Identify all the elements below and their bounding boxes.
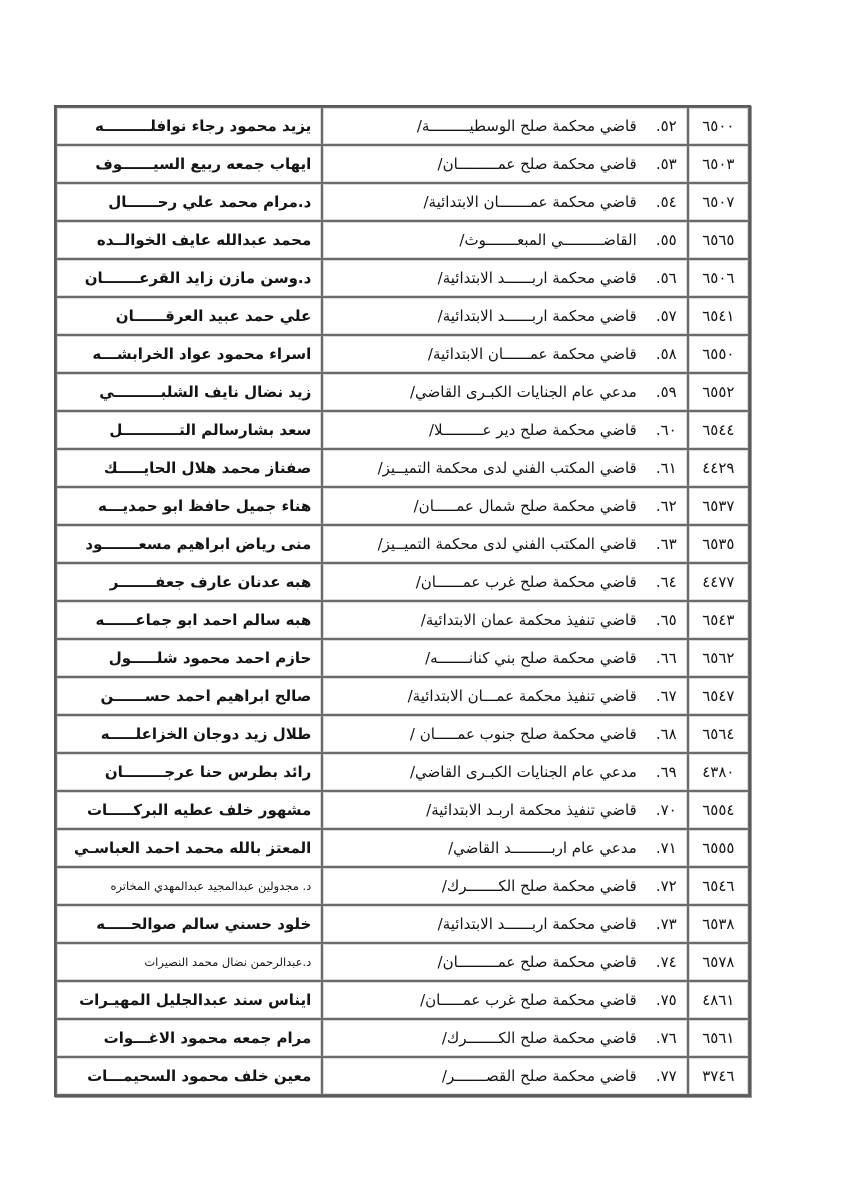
table-body: [56, 107, 749, 1095]
judge-name-cell: رائد بطرس حنا عرجــــــــان: [56, 753, 322, 791]
employee-number-cell: ٦٥٠٣: [688, 145, 749, 183]
position-title: قاضي محكمة صلح غرب عمــــــان/: [415, 573, 637, 591]
judge-name-cell: د. مجدولين عبدالمجيد عبدالمهدي المخاتره: [56, 867, 322, 905]
position-title: قاضي محكمة صلح عمـــــــــان/: [437, 953, 637, 971]
judge-name-cell: هبه عدنان عارف جعفـــــــر: [56, 563, 322, 601]
position-cell: [322, 753, 687, 791]
position-cell: [322, 677, 687, 715]
position-cell: [322, 1057, 687, 1095]
position-title: قاضي محكمة صلح جنوب عمـــــان /: [409, 725, 637, 743]
row-index: ٦١.: [655, 459, 677, 477]
row-index: ٥٨.: [655, 345, 677, 363]
judge-name-cell: مشهور خلف عطيه البركـــــات: [56, 791, 322, 829]
position-cell: [322, 449, 687, 487]
employee-number-cell: ٦٥٧٨: [688, 943, 749, 981]
position-title: قاضي محكمة صلح الوسطيـــــــــة/: [416, 117, 637, 135]
table-row: [56, 525, 749, 563]
row-index: ٦٤.: [655, 573, 677, 591]
position-cell: [322, 867, 687, 905]
row-index: ٧٦.: [655, 1029, 677, 1047]
row-index: ٧٧.: [655, 1067, 677, 1085]
position-title: القاضـــــــــي المبعـــــــوث/: [459, 231, 637, 249]
position-title: مدعي عام الجنايات الكبـرى القاضي/: [409, 383, 637, 401]
table-row: [56, 411, 749, 449]
judge-name-cell: زيد نضال نايف الشلبـــــــــي: [56, 373, 322, 411]
position-title: مدعي عام اربـــــــــد القاضي/: [448, 839, 637, 857]
judge-name-cell: يزيد محمود رجاء نوافلـــــــــه: [56, 107, 322, 145]
row-index: ٦٧.: [655, 687, 677, 705]
table-row: [56, 107, 749, 145]
employee-number-cell: ٦٥٠٧: [688, 183, 749, 221]
position-title: قاضي تنفيذ محكمة اربـد الابتدائية/: [426, 801, 637, 819]
judge-name-cell: هناء جميل حافظ ابو حمديـــه: [56, 487, 322, 525]
table-row: [56, 373, 749, 411]
position-cell: [322, 1019, 687, 1057]
employee-number-cell: ٤٤٧٧: [688, 563, 749, 601]
position-title: قاضي المكتب الفني لدى محكمة التميــيز/: [377, 535, 637, 553]
employee-number-cell: ٦٥٤٦: [688, 867, 749, 905]
employee-number-cell: ٦٥٣٧: [688, 487, 749, 525]
position-cell: [322, 373, 687, 411]
employee-number-cell: ٤٣٨٠: [688, 753, 749, 791]
position-title: قاضي محكمة عمـــــــان الابتدائية/: [423, 193, 637, 211]
employee-number-cell: ٤٤٢٩: [688, 449, 749, 487]
position-cell: [322, 981, 687, 1019]
position-title: قاضي محكمة صلح عمـــــــــان/: [437, 155, 637, 173]
row-index: ٥٧.: [655, 307, 677, 325]
judge-name-cell: صالح ابراهيم احمد حســــــن: [56, 677, 322, 715]
row-index: ٥٢.: [655, 117, 677, 135]
row-index: ٧٣.: [655, 915, 677, 933]
table-row: [56, 221, 749, 259]
table-row: [56, 905, 749, 943]
position-title: قاضي محكمة صلح شمال عمـــــان/: [413, 497, 637, 515]
table-row: [56, 487, 749, 525]
row-index: ٦٥.: [655, 611, 677, 629]
employee-number-cell: ٦٥٤١: [688, 297, 749, 335]
row-index: ٧٢.: [655, 877, 677, 895]
position-cell: [322, 943, 687, 981]
row-index: ٥٦.: [655, 269, 677, 287]
table-row: [56, 449, 749, 487]
judges-table: [54, 105, 751, 1097]
judge-name-cell: د.مرام محمد علي رحــــــال: [56, 183, 322, 221]
position-cell: [322, 411, 687, 449]
judge-name-cell: محمد عبدالله عايف الخوالــده: [56, 221, 322, 259]
employee-number-cell: ٦٥٦٢: [688, 639, 749, 677]
row-index: ٦٣.: [655, 535, 677, 553]
judge-name-cell: خلود حسني سالم صوالحـــــه: [56, 905, 322, 943]
table-row: [56, 563, 749, 601]
employee-number-cell: ٦٥٠٦: [688, 259, 749, 297]
row-index: ٦٦.: [655, 649, 677, 667]
table-row: [56, 601, 749, 639]
position-title: قاضي محكمة صلح القصـــــــر/: [441, 1067, 637, 1085]
table-row: [56, 791, 749, 829]
judge-name-cell: هبه سالم احمد ابو جماعــــــه: [56, 601, 322, 639]
position-title: قاضي محكمة عمــــــان الابتدائية/: [427, 345, 637, 363]
employee-number-cell: ٦٥٥٢: [688, 373, 749, 411]
employee-number-cell: ٦٥٣٨: [688, 905, 749, 943]
row-index: ٥٤.: [655, 193, 677, 211]
judge-name-cell: علي حمد عبيد العرقــــــان: [56, 297, 322, 335]
position-title: قاضي تنفيذ محكمة عمان الابتدائية/: [420, 611, 637, 629]
judge-name-cell: اسراء محمود عواد الخرابشـــه: [56, 335, 322, 373]
judge-name-cell: المعتز بالله محمد احمد العباسـي: [56, 829, 322, 867]
table-row: [56, 829, 749, 867]
table-row: [56, 943, 749, 981]
position-cell: [322, 107, 687, 145]
position-cell: [322, 639, 687, 677]
row-index: ٧١.: [655, 839, 677, 857]
judge-name-cell: د.وسن مازن زايد القرعـــــــان: [56, 259, 322, 297]
employee-number-cell: ٦٥٣٥: [688, 525, 749, 563]
position-cell: [322, 563, 687, 601]
employee-number-cell: ٣٧٤٦: [688, 1057, 749, 1095]
position-cell: [322, 601, 687, 639]
judge-name-cell: ايهاب جمعه ربيع السيــــــوف: [56, 145, 322, 183]
employee-number-cell: ٦٥٥٤: [688, 791, 749, 829]
table-row: [56, 867, 749, 905]
table-row: [56, 1057, 749, 1095]
position-cell: [322, 259, 687, 297]
employee-number-cell: ٦٥٦٤: [688, 715, 749, 753]
employee-number-cell: ٦٥٤٤: [688, 411, 749, 449]
employee-number-cell: ٦٥٤٣: [688, 601, 749, 639]
position-title: قاضي محكمة صلح الكـــــــرك/: [441, 1029, 637, 1047]
judge-name-cell: مرام جمعه محمود الاغـــوات: [56, 1019, 322, 1057]
table-row: [56, 259, 749, 297]
judge-name-cell: حازم احمد محمود شلـــــول: [56, 639, 322, 677]
position-title: قاضي محكمة اربــــــد الابتدائية/: [437, 915, 637, 933]
position-title: قاضي محكمة صلح غرب عمـــــان/: [420, 991, 637, 1009]
table-row: [56, 335, 749, 373]
judge-name-cell: د.عبدالرحمن نضال محمد النصيرات: [56, 943, 322, 981]
position-cell: [322, 525, 687, 563]
position-cell: [322, 905, 687, 943]
judge-name-cell: معين خلف محمود السحيمـــات: [56, 1057, 322, 1095]
employee-number-cell: ٦٥٦٥: [688, 221, 749, 259]
row-index: ٥٩.: [655, 383, 677, 401]
position-cell: [322, 335, 687, 373]
row-index: ٦٠.: [655, 421, 677, 439]
row-index: ٦٩.: [655, 763, 677, 781]
table-row: [56, 677, 749, 715]
position-title: قاضي محكمة اربــــــد الابتدائية/: [437, 269, 637, 287]
table-row: [56, 183, 749, 221]
table-row: [56, 297, 749, 335]
row-index: ٦٢.: [655, 497, 677, 515]
position-cell: [322, 145, 687, 183]
position-cell: [322, 297, 687, 335]
row-index: ٦٨.: [655, 725, 677, 743]
employee-number-cell: ٦٥٤٧: [688, 677, 749, 715]
table-row: [56, 145, 749, 183]
position-cell: [322, 715, 687, 753]
position-title: قاضي محكمة صلح بني كنانـــــــه/: [425, 649, 637, 667]
position-cell: [322, 829, 687, 867]
table-row: [56, 639, 749, 677]
row-index: ٧٠.: [655, 801, 677, 819]
judge-name-cell: سعد بشارسالم التـــــــــــل: [56, 411, 322, 449]
position-title: قاضي محكمة اربــــــد الابتدائية/: [437, 307, 637, 325]
position-cell: [322, 183, 687, 221]
position-cell: [322, 221, 687, 259]
position-title: قاضي تنفيذ محكمة عمـــان الابتدائية/: [407, 687, 637, 705]
table-row: [56, 753, 749, 791]
position-title: مدعي عام الجنايات الكبـرى القاضي/: [409, 763, 637, 781]
position-title: قاضي المكتب الفني لدى محكمة التميــيز/: [377, 459, 637, 477]
judge-name-cell: ايناس سند عبدالجليل المهيـرات: [56, 981, 322, 1019]
row-index: ٥٥.: [655, 231, 677, 249]
table-row: [56, 1019, 749, 1057]
row-index: ٧٥.: [655, 991, 677, 1009]
row-index: ٥٣.: [655, 155, 677, 173]
position-cell: [322, 791, 687, 829]
row-index: ٧٤.: [655, 953, 677, 971]
position-title: قاضي محكمة صلح دير عـــــــــلا/: [428, 421, 637, 439]
employee-number-cell: ٦٥٥٥: [688, 829, 749, 867]
position-cell: [322, 487, 687, 525]
position-title: قاضي محكمة صلح الكـــــــرك/: [441, 877, 637, 895]
table-row: [56, 981, 749, 1019]
judge-name-cell: طلال زيد دوجان الخزاعلـــــه: [56, 715, 322, 753]
employee-number-cell: ٦٥٥٠: [688, 335, 749, 373]
table-row: [56, 715, 749, 753]
judge-name-cell: صفناز محمد هلال الحايـــــك: [56, 449, 322, 487]
employee-number-cell: ٦٥٠٠: [688, 107, 749, 145]
employee-number-cell: ٤٨٦١: [688, 981, 749, 1019]
judge-name-cell: منى رياض ابراهيم مسعـــــــود: [56, 525, 322, 563]
employee-number-cell: ٦٥٦١: [688, 1019, 749, 1057]
